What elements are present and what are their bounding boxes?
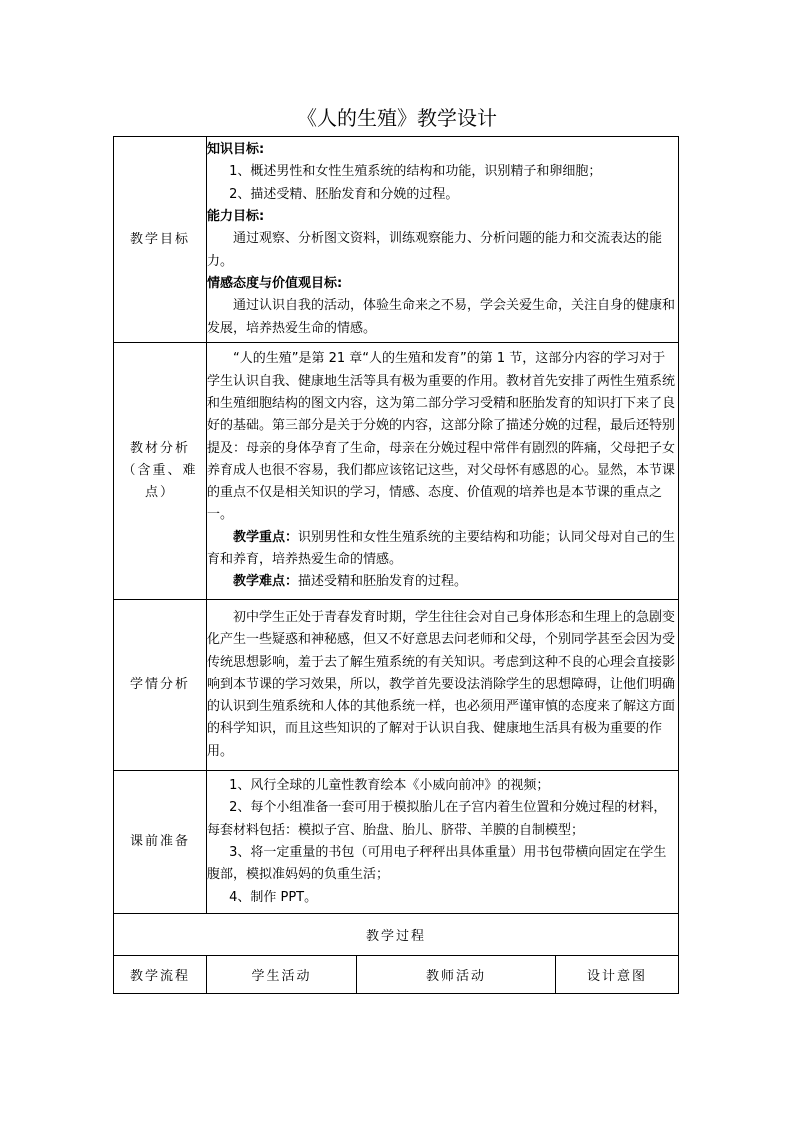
analysis-label bbox=[114, 343, 207, 600]
process-col-student: 学生活动 bbox=[207, 956, 357, 994]
goals-label: 教学目标 bbox=[114, 137, 207, 343]
goals-content bbox=[207, 137, 679, 343]
process-heading: 教学过程 bbox=[114, 914, 679, 956]
difficulty-label: 教学难点： bbox=[233, 574, 299, 590]
process-col-flow: 教学流程 bbox=[114, 956, 207, 994]
process-columns-row bbox=[114, 956, 679, 994]
prep-item-1: 1、风行全球的儿童性教育绘本《小威向前冲》的视频； bbox=[229, 778, 550, 794]
analysis-label-line-1: 教材分析 bbox=[129, 441, 190, 456]
prep-item-3: 3、将一定重量的书包（可用电子秤秤出具体重量）用书包带横向固定在学生腹部，模拟准妈妈的负重生活； bbox=[207, 845, 667, 883]
prep-row bbox=[114, 771, 679, 914]
process-heading-row bbox=[114, 914, 679, 956]
students-content bbox=[207, 600, 679, 771]
emotion-heading: 情感态度与价值观目标: bbox=[207, 275, 343, 291]
document-title: 《人的生殖》教学设计 bbox=[297, 106, 497, 130]
ability-heading: 能力目标: bbox=[207, 209, 265, 225]
process-col-intent: 设计意图 bbox=[556, 956, 679, 994]
prep-item-2: 2、每个小组准备一套可用于模拟胎儿在子宫内着生位置和分娩过程的材料，每套材料包括：模拟子宫、胎盘、胎儿、脐带、羊膜的自制模型； bbox=[207, 800, 667, 838]
analysis-paragraph: “人的生殖”是第 21 章“人的生殖和发育”的第 1 节，这部分内容的学习对于学生认识自我、健康地生活等具有极为重要的作用。教材首先安排了两性生殖系统和生殖细胞结构的图文内容，这为第二部分学习受精和胚胎发育的知识打下来了良好的基础。第三部分是关于分娩的内容，这部分除了描述分娩的过程，最后还特别提及：母亲的身体孕育了生命，母亲在分娩过程中常伴有剧烈的阵痛，父母把子女养育成人也很不容易，我们都应该铭记这些，对父母怀有感恩的心。显然，本节课的重点不仅是相关知识的学习，情感、态度、价值观的培养也是本节课的重点之一。 bbox=[207, 351, 676, 523]
key-point-text: 识别男性和女性生殖系统的主要结构和功能；认同父母对自己的生育和养育，培养热爱生命的情感。 bbox=[207, 529, 676, 568]
students-text: 初中学生正处于青春发育时期，学生往往会对自己身体形态和生理上的急剧变化产生一些疑惑和神秘感，但又不好意思去问老师和父母，个别同学甚至会因为受传统思想影响，羞于去了解生殖系统的有关知识。考虑到这种不良的心理会直接影响到本节课的学习效果，所以，教学首先要设法消除学生的思想障碍，让他们明确的认识到生殖系统和人体的其他系统一样，也必须用严谨审慎的态度来了解这方面的科学知识，而且这些知识的了解对于认识自我、健康地生活具有极为重要的作用。 bbox=[207, 609, 676, 759]
students-label: 学情分析 bbox=[114, 600, 207, 771]
prep-item-4: 4、制作 PPT。 bbox=[229, 889, 318, 905]
analysis-content bbox=[207, 343, 679, 600]
process-col-teacher: 教师活动 bbox=[357, 956, 556, 994]
prep-content bbox=[207, 771, 679, 914]
prep-label: 课前准备 bbox=[114, 771, 207, 914]
analysis-row bbox=[114, 343, 679, 600]
lesson-plan-table bbox=[113, 136, 679, 994]
ability-text: 通过观察、分析图文资料，训练观察能力、分析问题的能力和交流表达的能力。 bbox=[207, 231, 663, 269]
key-point-label: 教学重点： bbox=[233, 529, 299, 545]
knowledge-heading: 知识目标: bbox=[207, 142, 265, 158]
analysis-label-line-3: 点） bbox=[144, 485, 175, 500]
knowledge-item-2: 2、描述受精、胚胎发育和分娩的过程。 bbox=[229, 186, 459, 202]
analysis-label-line-2: （含重、难 bbox=[122, 463, 198, 478]
goals-row bbox=[114, 137, 679, 343]
emotion-text: 通过认识自我的活动，体验生命来之不易，学会关爱生命，关注自身的健康和发展，培养热爱生命的情感。 bbox=[207, 298, 676, 336]
difficulty-text: 描述受精和胚胎发育的过程。 bbox=[298, 574, 468, 590]
knowledge-item-1: 1、概述男性和女性生殖系统的结构和功能，识别精子和卵细胞； bbox=[229, 164, 602, 180]
students-row bbox=[114, 600, 679, 771]
